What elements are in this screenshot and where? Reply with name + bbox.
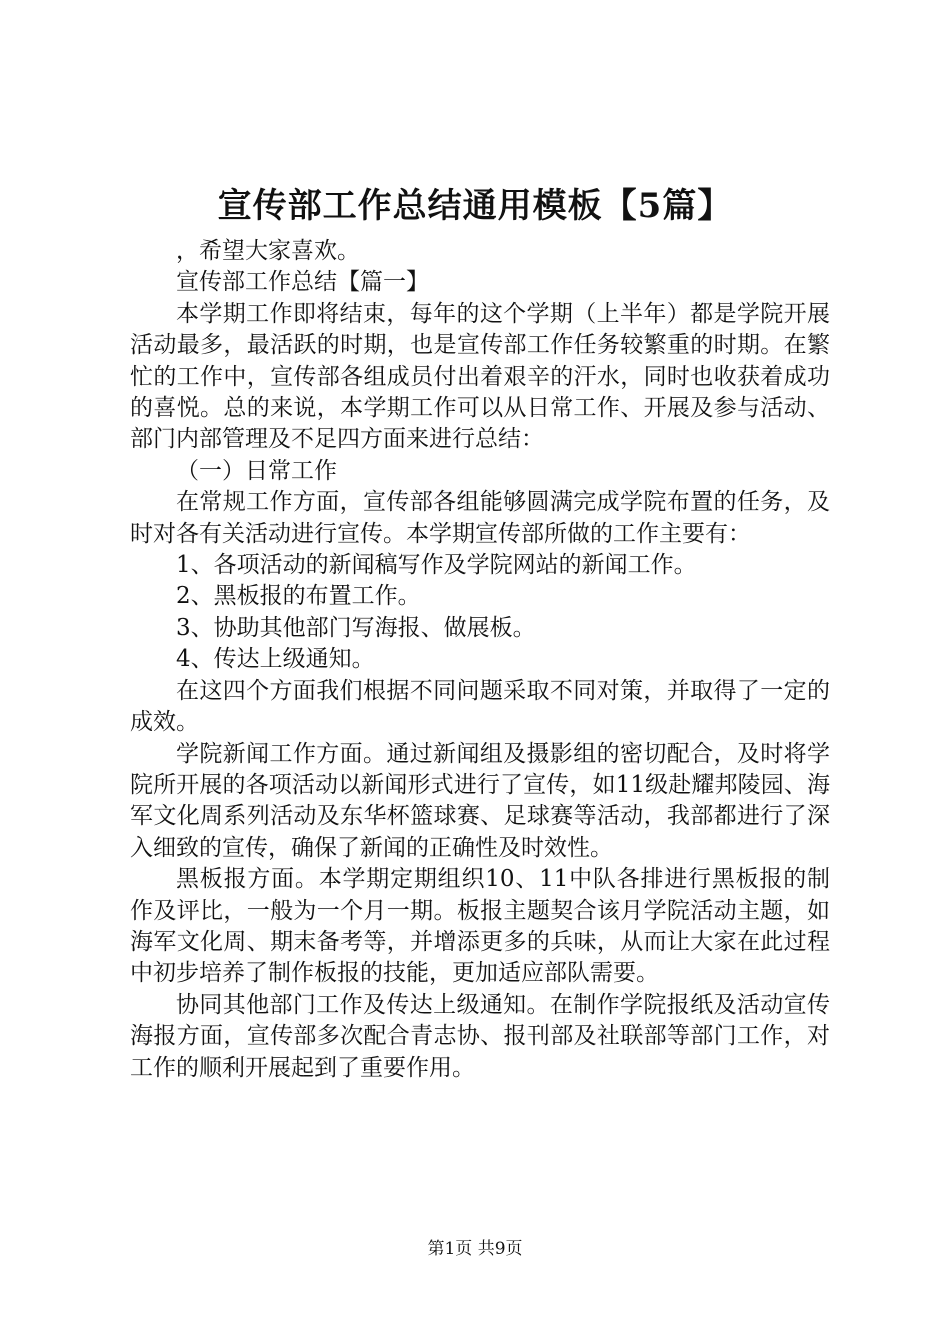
list-item: 2、黑板报的布置工作。: [176, 583, 421, 610]
list-item: 1、各项活动的新闻稿写作及学院网站的新闻工作。: [176, 552, 697, 579]
subsection-heading: （一）日常工作: [176, 457, 337, 484]
page-number-footer: 第1页 共9页: [427, 1239, 523, 1259]
paragraph: 黑板报方面。本学期定期组织10、11中队各排进行黑板报的制作及评比，一般为一个月一期。板报主题契合该月学院活动主题，如海军文化周、期末备考等，并增添更多的兵味，从而让大家在此过程中初步培养了制作板报的技能，更加适应部队需要。: [130, 866, 830, 987]
paragraph: 协同其他部门工作及传达上级通知。在制作学院报纸及活动宣传海报方面，宣传部多次配合青志协、报刊部及社联部等部门工作，对工作的顺利开展起到了重要作用。: [130, 991, 830, 1081]
section-heading: 宣传部工作总结【篇一】: [176, 269, 429, 296]
document-title: 宣传部工作总结通用模板【5篇】: [217, 186, 733, 226]
paragraph-intro: ，希望大家喜欢。: [176, 238, 360, 264]
paragraph: 本学期工作即将结束，每年的这个学期（上半年）都是学院开展活动最多，最活跃的时期，也是宣传部工作任务较繁重的时期。在繁忙的工作中，宣传部各组成员付出着艰辛的汗水，同时也收获着成功的喜悦。总的来说，本学期工作可以从日常工作、开展及参与活动、部门内部管理及不足四方面来进行总结：: [130, 300, 830, 453]
list-item: 3、协助其他部门写海报、做展板。: [176, 614, 536, 641]
document-body: [130, 236, 830, 1084]
paragraph: 在这四个方面我们根据不同问题采取不同对策，并取得了一定的成效。: [130, 677, 830, 736]
paragraph: 在常规工作方面，宣传部各组能够圆满完成学院布置的任务，及时对各有关活动进行宣传。本学期宣传部所做的工作主要有：: [130, 489, 830, 547]
paragraph: 学院新闻工作方面。通过新闻组及摄影组的密切配合，及时将学院所开展的各项活动以新闻形式进行了宣传，如11级赴耀邦陵园、海军文化周系列活动及东华杯篮球赛、足球赛等活动，我部都进行了深入细致的宣传，确保了新闻的正确性及时效性。: [130, 740, 830, 861]
list-item: 4、传达上级通知。: [176, 646, 375, 673]
